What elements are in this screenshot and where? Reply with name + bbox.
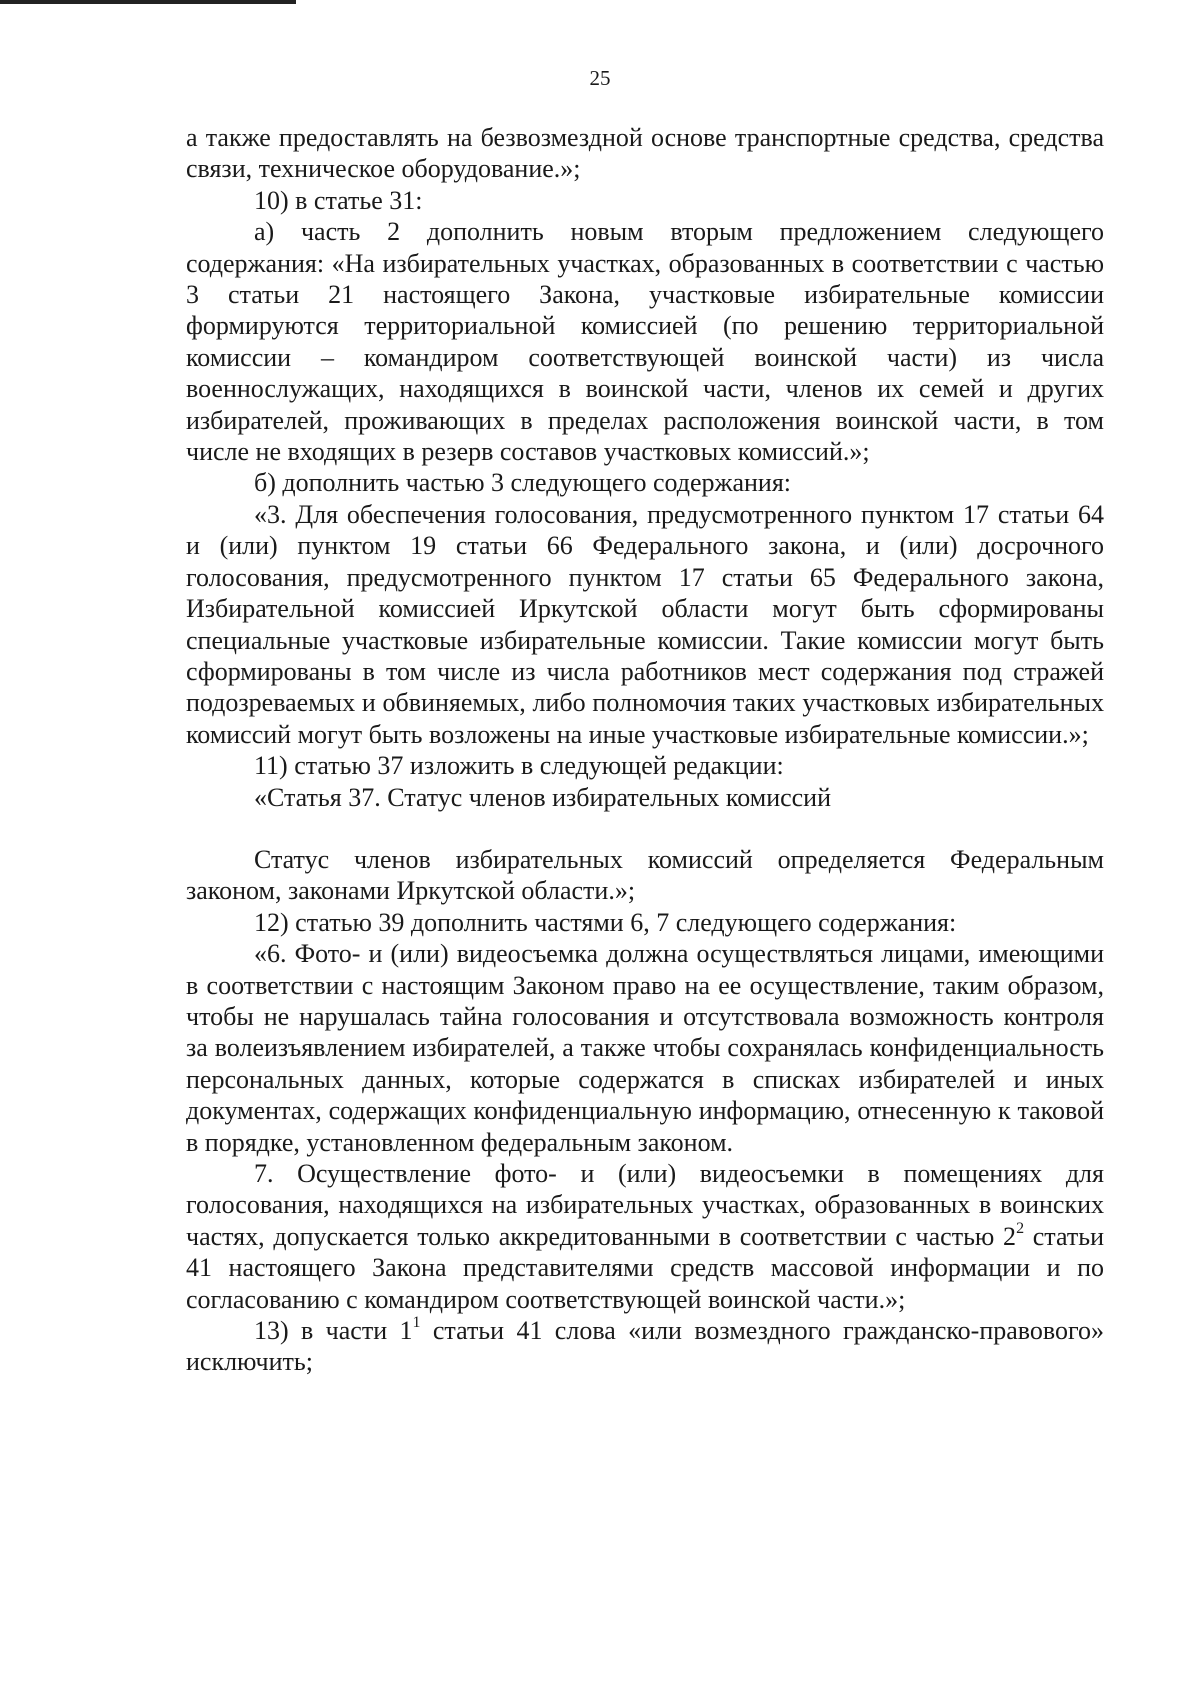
paragraph-item-10-b: б) дополнить частью 3 следующего содержания: — [254, 468, 792, 498]
item-13-text-start: 13) в части 1 — [254, 1316, 413, 1346]
superscript-2: 2 — [1016, 1220, 1025, 1238]
item-13-text-end: статьи 41 слова «или возмездного гражданско-правового» исключить; — [186, 1316, 1105, 1377]
article-37-heading: «Статья 37. Статус членов избирательных комиссий — [254, 782, 832, 812]
superscript-1: 1 — [412, 1314, 421, 1332]
paragraph-item-13 — [186, 1315, 1104, 1378]
paragraph-part-3-text: «3. Для обеспечения голосования, предусмотренного пунктом 17 статьи 64 и (или) пунктом 19 статьи 66 Федерального закона, и (или) досрочного голосования, предусмотренного пунктом 17 статьи 65 Федерального закона, Избирательной комиссией Иркутской области могут быть сформированы специальные участковые избирательные комиссии. Такие комиссии могут быть сформированы в том числе из числа работников мест содержания под стражей подозреваемых и обвиняемых, либо полномочия таких участковых избирательных комиссий могут быть возложены на иные участковые избирательные комиссии.»; — [186, 499, 1104, 749]
part-7-text-start: 7. Осуществление фото- и (или) видеосъемки в помещениях для голосования, находящихся на избирательных участках, образованных в воинских частях, допускается только аккредитованными в соответствии с частью 2 — [186, 1159, 1104, 1251]
paragraph-part-6-text: «6. Фото- и (или) видеосъемка должна осуществляться лицами, имеющими в соответствии с настоящим Законом право на ее осуществление, таким образом, чтобы не нарушалась тайна голосования и отсутствовала возможность контроля за волеизъявлением избирателей, а также чтобы сохранялась конфиденциальность персональных данных, которые содержатся в списках избирателей и иных документах, содержащих конфиденциальную информацию, отнесенную к таковой в порядке, установленном федеральным законом. — [186, 939, 1104, 1157]
document-body — [186, 122, 1104, 1378]
part-7-text-end: статьи 41 настоящего Закона представителями средств массовой информации и по согласованию с командиром соответствующей воинской части.»; — [186, 1221, 1104, 1314]
paragraph-item-10: 10) в статье 31: — [254, 185, 423, 215]
paragraph-part-7-text — [186, 1158, 1104, 1315]
paragraph-item-12: 12) статью 39 дополнить частями 6, 7 следующего содержания: — [254, 907, 957, 937]
blank-line — [186, 813, 1104, 844]
paragraph-article-37-text: Статус членов избирательных комиссий определяется Федеральным законом, законами Иркутской области.»; — [186, 844, 1104, 906]
paragraph-transport-means: а также предоставлять на безвозмездной основе транспортные средства, средства связи, техническое оборудование.»; — [186, 123, 1104, 184]
page-number: 25 — [589, 66, 611, 90]
paragraph-item-10-a: а) часть 2 дополнить новым вторым предложением следующего содержания: «На избирательных участках, образованных в соответствии с частью 3 статьи 21 настоящего Закона, участковые избирательные комиссии формируются территориальной комиссией (по решению территориальной комиссии – командиром соответствующей воинской части) из числа военнослужащих, находящихся в воинской части, членов их семей и других избирателей, проживающих в пределах расположения воинской части, в том числе не входящих в резерв составов участковых комиссий.»; — [186, 217, 1104, 467]
paragraph-item-11: 11) статью 37 изложить в следующей редакции: — [254, 751, 784, 781]
scan-edge-rule — [0, 0, 296, 4]
